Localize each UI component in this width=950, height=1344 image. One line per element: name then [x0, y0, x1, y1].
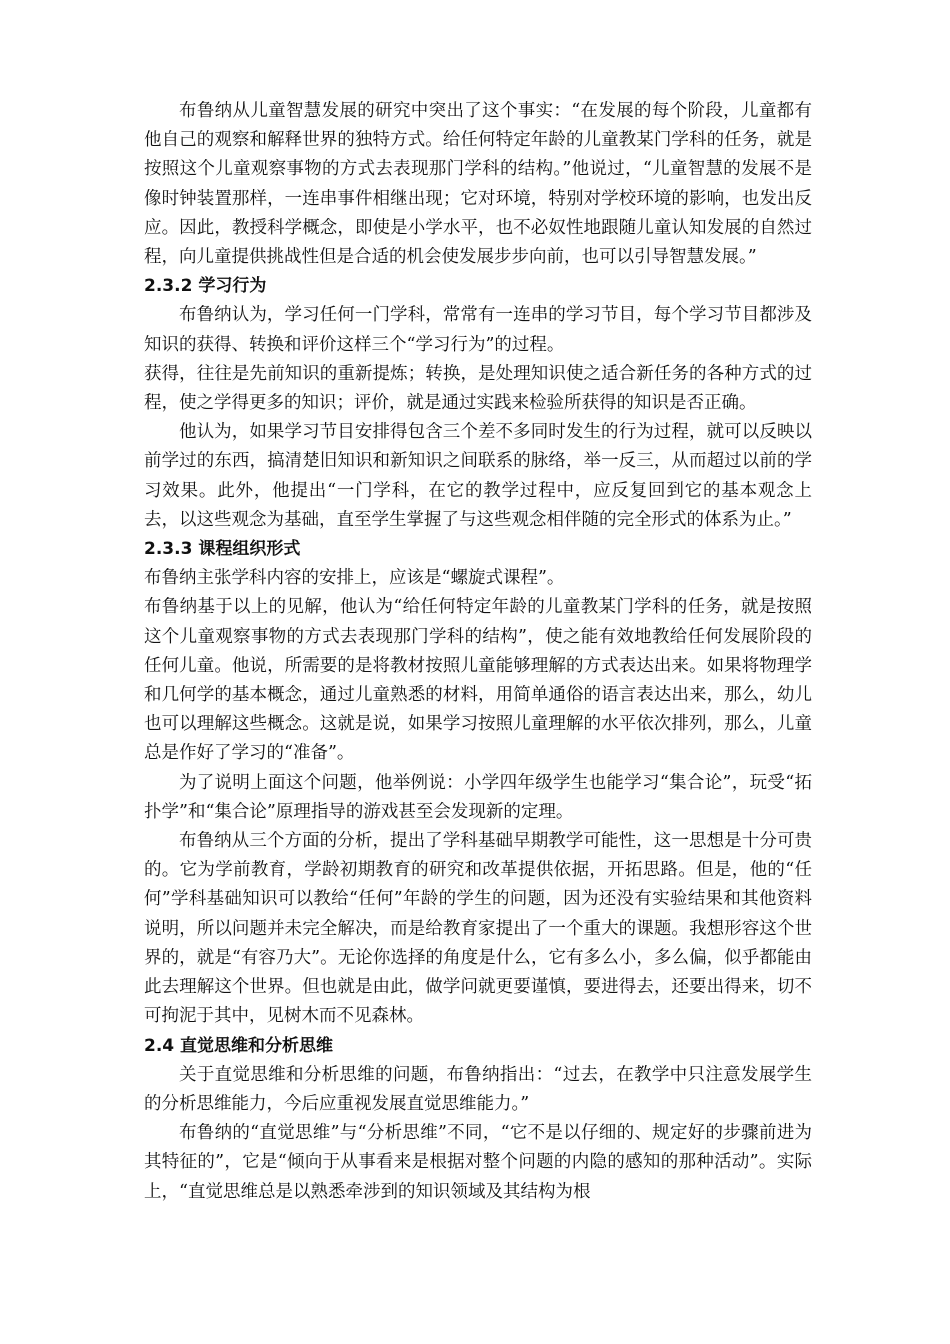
paragraph-acquisition-transformation-evaluation: 获得，往往是先前知识的重新提炼；转换，是处理知识使之适合新任务的各种方式的过程，使之学得更多的知识；评价，就是通过实践来检验所获得的知识是否正确。 — [144, 363, 812, 414]
section-heading-curriculum-organization: 2.3.3 课程组织形式 — [144, 539, 301, 560]
section-heading-intuitive-analytic-thinking: 2.4 直觉思维和分析思维 — [144, 1035, 334, 1056]
paragraph-spiral-curriculum: 布鲁纳主张学科内容的安排上，应该是“螺旋式课程”。 — [144, 568, 565, 589]
paragraph-intellectual-development: 布鲁纳从儿童智慧发展的研究中突出了这个事实：“在发展的每个阶段，儿童都有他自己的观察和解释世界的独特方式。给任何特定年龄的儿童教某门学科的任务，就是按照这个儿童观察事物的方式去表现那门学科的结构。”他说过，“儿童智慧的发展不是像时钟装置那样，一连串事件相继出现；它对环境，特别对学校环境的影响，也发出反应。因此，教授科学概念，即使是小学水平，也不必奴性地跟随儿童认知发展的自然过程，向儿童提供挑战性但是合适的机会使发展步步向前，也可以引导智慧发展。” — [144, 101, 812, 268]
paragraph-intuitive-thinking-importance: 关于直觉思维和分析思维的问题，布鲁纳指出：“过去，在教学中只注意发展学生的分析思维能力，今后应重视发展直觉思维能力。” — [144, 1064, 812, 1114]
paragraph-learning-episodes: 布鲁纳认为，学习任何一门学科，常常有一连串的学习节目，每个学习节目都涉及知识的获得、转换和评价这样三个“学习行为”的过程。 — [144, 305, 812, 355]
paragraph-early-teaching-analysis: 布鲁纳从三个方面的分析，提出了学科基础早期教学可能性，这一思想是十分可贵的。它为学前教育，学龄初期教育的研究和改革提供依据，开拓思路。但是，他的“任何”学科基础知识可以教给“任何”年龄的学生的问题，因为还没有实验结果和其他资料说明，所以问题并未完全解决，而是给教育家提出了一个重大的课题。我想形容这个世界的，就是“有容乃大”。无论你选择的角度是什么，它有多么小，多么偏，似乎都能由此去理解这个世界。但也就是由此，做学问就更要谨慎，要进得去，还要出得来，切不可拘泥于其中，见树木而不见森林。 — [144, 831, 812, 1027]
paragraph-learning-process: 他认为，如果学习节目安排得包含三个差不多同时发生的行为过程，就可以反映以前学过的东西，搞清楚旧知识和新知识之间联系的脉络，举一反三，从而超过以前的学习效果。此外，他提出“一门学科，在它的教学过程中，应反复回到它的基本观念上去，以这些观念为基础，直至学生掌握了与这些观念相伴随的完全形式的体系为止。” — [144, 422, 812, 530]
paragraph-intuitive-vs-analytic: 布鲁纳的“直觉思维”与“分析思维”不同，“它不是以仔细的、规定好的步骤前进为其特征的”，它是“倾向于从事看来是根据对整个问题的内隐的感知的那种活动”。实际上，“直觉思维总是以熟悉牵涉到的知识领域及其结构为根 — [144, 1123, 812, 1202]
paragraph-set-theory-example: 为了说明上面这个问题，他举例说：小学四年级学生也能学习“集合论”，玩受“拓扑学”和“集合论”原理指导的游戏甚至会发现新的定理。 — [144, 772, 812, 822]
paragraph-teaching-any-child: 布鲁纳基于以上的见解，他认为“给任何特定年龄的儿童教某门学科的任务，就是按照这个儿童观察事物的方式去表现那门学科的结构”，使之能有效地教给任何发展阶段的任何儿童。他说，所需要的是将教材按照儿童能够理解的方式表达出来。如果将物理学和几何学的基本概念，通过儿童熟悉的材料，用简单通俗的语言表达出来，那么，幼儿也可以理解这些概念。这就是说，如果学习按照儿童理解的水平依次排列，那么，儿童总是作好了学习的“准备”。 — [144, 597, 812, 764]
section-heading-learning-behavior: 2.3.2 学习行为 — [144, 276, 267, 297]
document-page — [144, 97, 812, 1207]
